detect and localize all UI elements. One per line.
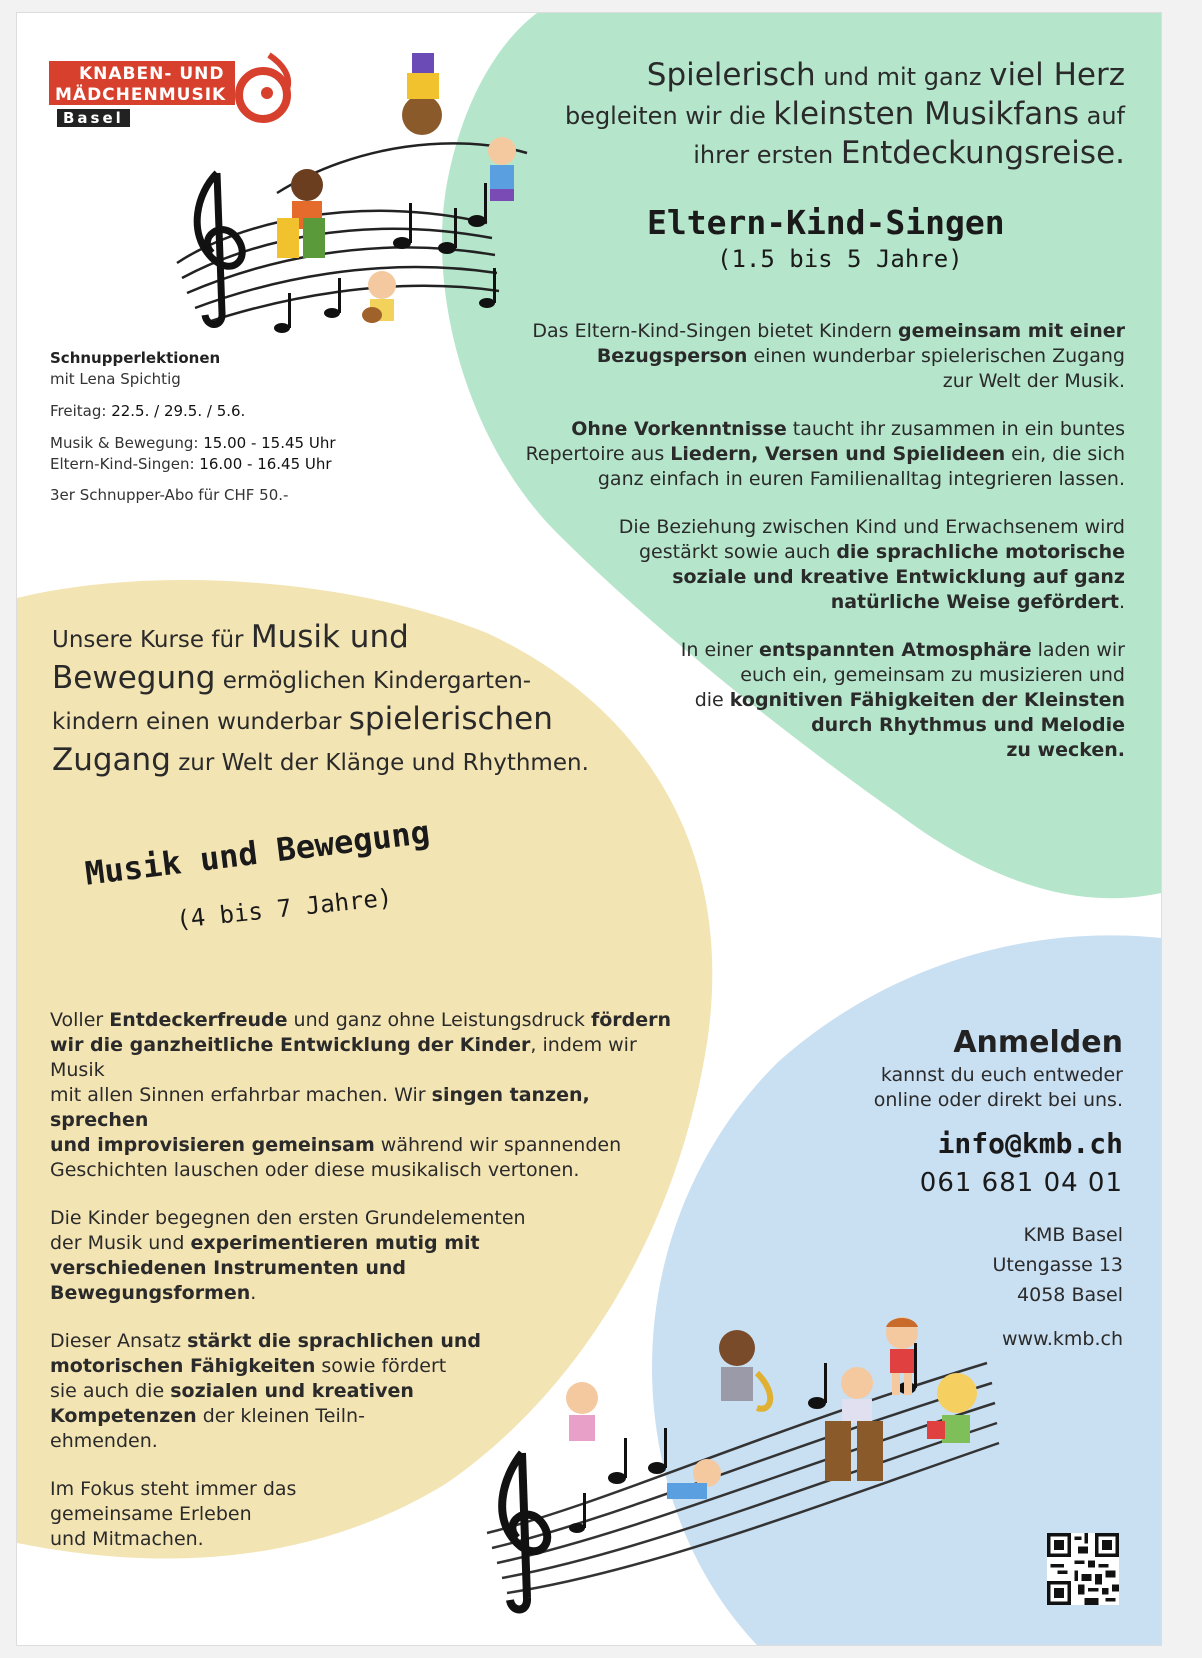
mub-p3: Dieser Ansatz stärkt die sprachlichen und motorischen Fähigkeiten sowie fördert sie auch die sozialen und kreativen Kompetenzen der kleinen Teiln- ehmenden.: [50, 1330, 482, 1452]
intro-line1: Spielerisch und mit ganz viel Herz: [646, 57, 1125, 93]
kurse-intro: Unsere Kurse für Musik und Bewegung ermöglichen Kindergarten- kindern einen wunderbar spielerischen Zugang zur Welt der Klänge und Rhythmen.: [52, 619, 589, 778]
email-link[interactable]: info@kmb.ch: [937, 1127, 1123, 1160]
treble-clef-icon: [197, 173, 242, 325]
website-link[interactable]: www.kmb.ch: [1001, 1328, 1123, 1350]
schnupper-abo: 3er Schnupper-Abo für CHF 50.-: [50, 486, 289, 504]
schnupper-eks-time: Eltern-Kind-Singen: 16.00 - 16.45 Uhr: [50, 455, 332, 473]
qr-code-icon[interactable]: [1047, 1533, 1119, 1605]
anmelden-line1: kannst du euch entweder: [880, 1064, 1123, 1086]
ekk-subtitle: (1.5 bis 5 Jahre): [717, 245, 963, 273]
kid-drums-icon: [277, 169, 325, 258]
kid-top-balancing-icon: [872, 1313, 932, 1403]
anmelden-title: Anmelden: [953, 1025, 1123, 1060]
kid-present-icon: [927, 1373, 977, 1443]
mub-p4: Im Fokus steht immer das gemeinsame Erleben und Mitmachen.: [50, 1478, 297, 1550]
schnupper-mb-time: Musik & Bewegung: 15.00 - 15.45 Uhr: [50, 434, 336, 452]
mub-p2: Die Kinder begegnen den ersten Grundelementen der Musik und experimentieren mutig mit verschiedenen Instrumenten und Bewegungsformen.: [50, 1207, 526, 1304]
ekk-p4: In einer entspannten Atmosphäre laden wir euch ein, gemeinsam zu musizieren und die kognitiven Fähigkeiten der Kleinsten durch Rhythmus und Melodie zu wecken.: [680, 639, 1125, 761]
intro-line2: begleiten wir die kleinsten Musikfans auf: [564, 96, 1125, 132]
anmelden-section: [763, 1023, 1123, 1350]
mub-subtitle: (4 bis 7 Jahre): [175, 883, 394, 934]
music-kids-illustration-top: [157, 23, 537, 353]
phone-number[interactable]: 061 681 04 01: [919, 1168, 1123, 1198]
schnupper-info: [50, 348, 410, 506]
kid-saxophone-icon: [719, 1330, 770, 1409]
intro-line3: ihrer ersten Entdeckungsreise.: [693, 135, 1125, 171]
schnupper-title: Schnupperlektionen: [50, 349, 221, 367]
ekk-title: Eltern-Kind-Singen: [647, 203, 1005, 242]
ekk-p2: Ohne Vorkenntnisse taucht ihr zusammen in ein buntes Repertoire aus Liedern, Versen und Spielideen ein, die sich ganz einfach in euren Familienalltag integrieren lassen.: [525, 418, 1125, 490]
logo-line2: MÄDCHENMUSIK: [55, 85, 227, 105]
ekk-p3: Die Beziehung zwischen Kind und Erwachsenem wird gestärkt sowie auch die sprachliche motorische soziale und kreative Entwicklung auf ganz natürliche Weise gefördert.: [618, 516, 1125, 613]
address: KMB Basel Utengasse 13 4058 Basel: [992, 1224, 1123, 1306]
kid-handstand-icon: [402, 53, 442, 135]
logo-line1: KNABEN- UND: [79, 64, 225, 84]
kid-dancing-icon: [566, 1382, 598, 1441]
schnupper-teacher: mit Lena Spichtig: [50, 370, 181, 388]
mub-p1: Voller Entdeckerfreude und ganz ohne Leistungsdruck fördern wir die ganzheitliche Entwicklung der Kinder, indem wir Musik mit allen Sinnen erfahrbar machen. Wir singen tanzen, sprechen und improvisieren gemeinsam während wir spannenden Geschichten lauschen oder diese musikalisch vertonen.: [50, 1009, 672, 1181]
kid-lying-icon: [667, 1459, 721, 1499]
ekk-p1: Das Eltern-Kind-Singen bietet Kindern gemeinsam mit einer Bezugsperson einen wunderbar spielerischen Zugang zur Welt der Musik.: [532, 320, 1125, 392]
mub-title: Musik und Bewegung: [83, 812, 432, 893]
anmelden-line2: online oder direkt bei uns.: [873, 1089, 1123, 1111]
intro-text: [505, 57, 1125, 174]
schnupper-dates: Freitag: 22.5. / 29.5. / 5.6.: [50, 402, 246, 420]
kid-guitar-icon: [362, 271, 396, 323]
logo-line3: Basel: [57, 109, 130, 127]
flyer-page: [17, 13, 1161, 1645]
music-kids-illustration-bottom: [457, 1303, 1017, 1623]
